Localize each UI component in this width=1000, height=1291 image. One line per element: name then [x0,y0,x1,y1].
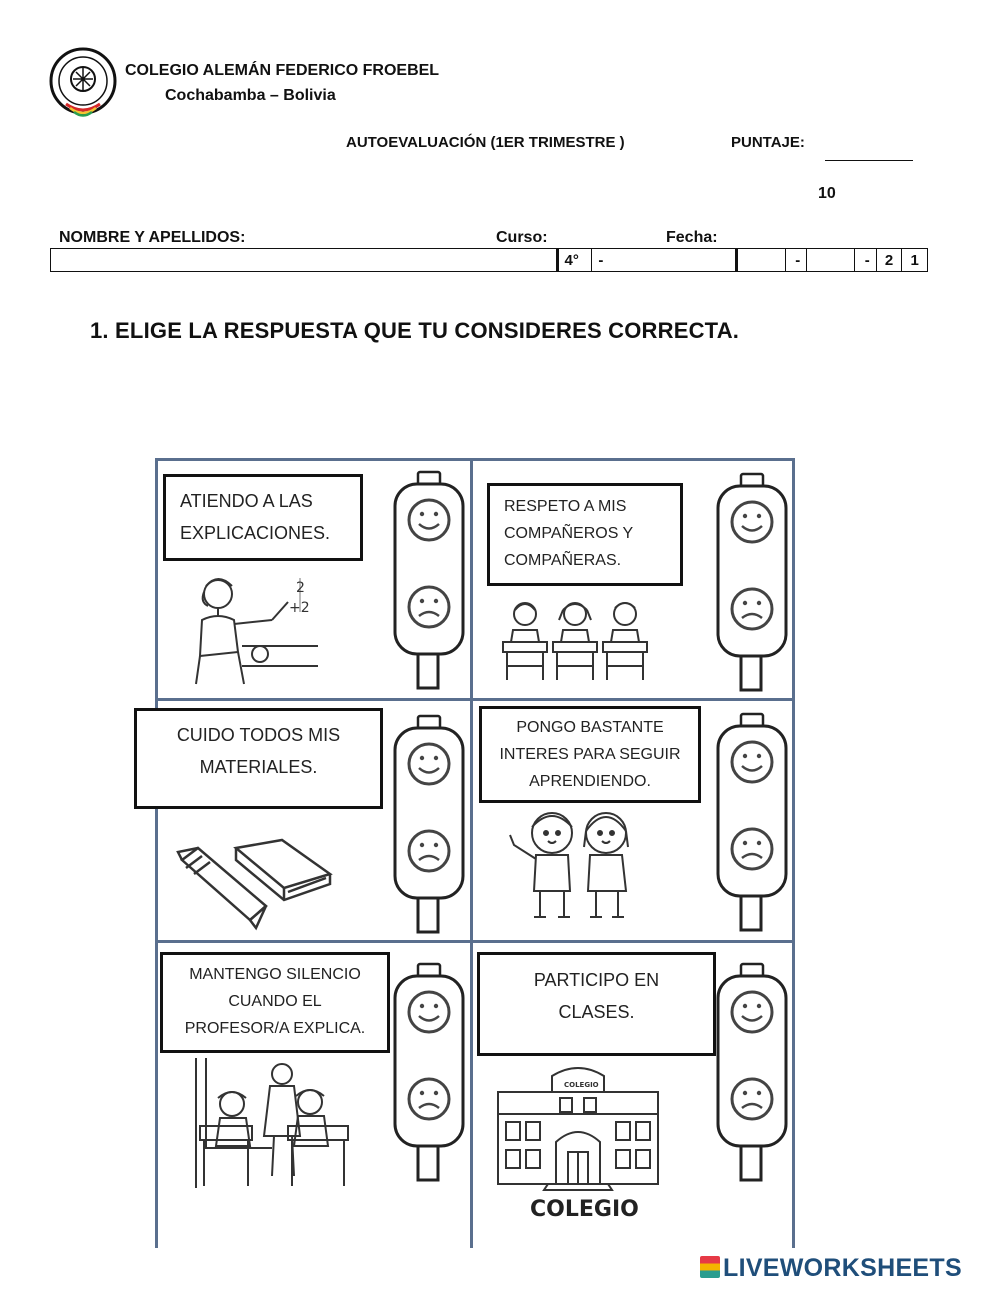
math-addend: +2 [289,600,310,616]
statement-text: EXPLICACIONES. [180,523,331,543]
traffic-light-2 [712,472,794,694]
statement-card-6 [477,952,716,1056]
year-digit-2: 1 [902,249,928,272]
course-separator: - [598,251,604,269]
score-blank[interactable] [825,160,913,161]
happy-face-icon[interactable] [732,502,772,542]
classroom-illustration [192,1058,362,1190]
statement-card-5 [160,952,390,1053]
year-digit-1: 2 [876,249,902,272]
course-field[interactable] [592,249,736,272]
statement-card-2 [487,483,683,586]
students-illustration [497,596,653,686]
grid-left [155,458,158,1248]
statement-card-4 [479,706,701,803]
name-field[interactable] [51,249,558,272]
children-illustration [508,805,644,927]
date-month-field[interactable] [807,249,855,272]
math-digit: 2 [296,580,305,596]
school-sign-text: COLEGIO [564,1081,599,1089]
school-building-illustration [494,1060,662,1220]
statement-text: COMPAÑERAS. [504,552,622,569]
sad-face-icon[interactable] [732,589,772,629]
date-day-field[interactable] [736,249,785,272]
happy-face-icon[interactable] [409,992,449,1032]
sad-face-icon[interactable] [732,829,772,869]
statement-text: MATERIALES. [199,757,318,777]
statement-text: RESPETO A MIS [504,498,627,515]
traffic-light-1 [389,470,471,692]
date-label: Fecha: [666,229,718,246]
traffic-light-3 [389,714,471,936]
date-separator-2: - [855,249,876,272]
score-label: PUNTAJE: [731,134,805,151]
statement-text: CLASES. [558,1002,635,1022]
course-number: 4° [557,249,592,272]
school-name: COLEGIO ALEMÁN FEDERICO FROEBEL [125,62,440,79]
statement-text: MANTENGO SILENCIO [189,966,361,983]
student-info-table [50,248,928,272]
statement-text: CUANDO EL [228,993,322,1010]
statement-text: INTERES PARA SEGUIR [499,746,681,763]
name-label: NOMBRE Y APELLIDOS: [59,229,246,246]
materials-illustration [176,838,336,934]
liveworksheets-logo [700,1254,962,1283]
statement-text: PARTICIPO EN [533,970,660,990]
grid-row-divider-2 [155,940,795,943]
happy-face-icon[interactable] [409,744,449,784]
statement-card-1 [163,474,363,561]
happy-face-icon[interactable] [732,742,772,782]
brand-icon [700,1256,720,1278]
traffic-light-5 [389,962,471,1184]
brand-text: LIVEWORKSHEETS [723,1254,962,1282]
school-seal [48,46,118,116]
statement-text: APRENDIENDO. [529,773,651,790]
sad-face-icon[interactable] [409,587,449,627]
school-word-art: COLEGIO [530,1197,639,1222]
course-label: Curso: [496,229,548,246]
statement-text: COMPAÑEROS Y [504,525,634,542]
sad-face-icon[interactable] [409,1079,449,1119]
page-title: AUTOEVALUACIÓN (1ER TRIMESTRE ) [346,134,625,151]
grid-row-divider-1 [155,698,795,701]
happy-face-icon[interactable] [732,992,772,1032]
statement-text: PONGO BASTANTE [516,719,664,736]
date-separator-1: - [785,249,806,272]
statement-card-3 [134,708,383,809]
score-total: 10 [818,185,836,202]
question-1: 1. ELIGE LA RESPUESTA QUE TU CONSIDERES CORRECTA. [90,318,740,343]
grid-top [157,458,794,461]
sad-face-icon[interactable] [409,831,449,871]
statement-text: CUIDO TODOS MIS [176,725,341,745]
school-city: Cochabamba – Bolivia [165,87,336,104]
sad-face-icon[interactable] [732,1079,772,1119]
traffic-light-4 [712,712,794,934]
happy-face-icon[interactable] [409,500,449,540]
traffic-light-6 [712,962,794,1184]
teacher-illustration [188,572,323,687]
statement-text: PROFESOR/A EXPLICA. [184,1020,366,1037]
statement-text: ATIENDO A LAS [180,491,313,511]
